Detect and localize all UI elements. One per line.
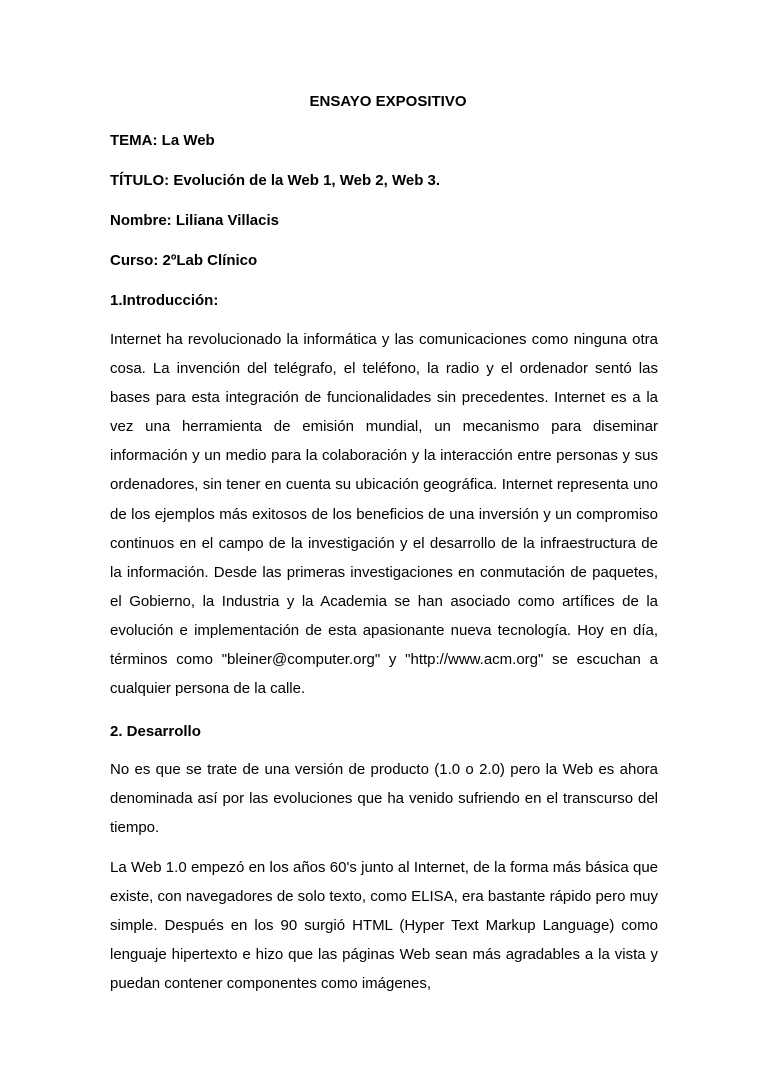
document-body	[110, 92, 658, 998]
development-paragraph-2: La Web 1.0 empezó en los años 60's junto al Internet, de la forma más básica que existe, con navegadores de solo texto, como ELISA, era bastante rápido pero muy simple. Después en los 90 surgió HTML (Hyper Text Markup Language) como lenguaje hipertexto e hizo que las páginas Web sean más agradables a la vista y puedan contener componentes como imágenes,	[110, 858, 658, 992]
course-line: Curso: 2ºLab Clínico	[110, 252, 258, 269]
title-line: TÍTULO: Evolución de la Web 1, Web 2, Web 3.	[110, 172, 441, 189]
intro-paragraph: Internet ha revolucionado la informática y las comunicaciones como ninguna otra cosa. La invención del telégrafo, el teléfono, la radio y el ordenador sentó las bases para esta integración de funcionalidades sin precedentes. Internet es a la vez una herramienta de emisión mundial, un mecanismo para diseminar información y un medio para la colaboración y la interacción entre personas y sus ordenadores, sin tener en cuenta su ubicación geográfica. Internet representa uno de los ejemplos más exitosos de los beneficios de una inversión y un compromiso continuos en el campo de la investigación y el desarrollo de la infraestructura de la información. Desde las primeras investigaciones en conmutación de paquetes, el Gobierno, la Industria y la Academia se han asociado como artífices de la evolución e implementación de esta apasionante nueva tecnología. Hoy en día, términos como "bleiner@computer.org" y "http://www.acm.org" se escuchan a cualquier persona de la calle.	[110, 331, 658, 698]
intro-heading: 1.Introducción:	[110, 292, 219, 309]
development-heading: 2. Desarrollo	[110, 723, 201, 741]
development-paragraph-1: No es que se trate de una versión de producto (1.0 o 2.0) pero la Web es ahora denominada así por las evoluciones que ha venido sufriendo en el transcurso del tiempo.	[110, 761, 658, 837]
document-title: ENSAYO EXPOSITIVO	[309, 93, 467, 110]
author-name-line: Nombre: Liliana Villacis	[110, 212, 279, 229]
topic-line: TEMA: La Web	[110, 132, 215, 149]
